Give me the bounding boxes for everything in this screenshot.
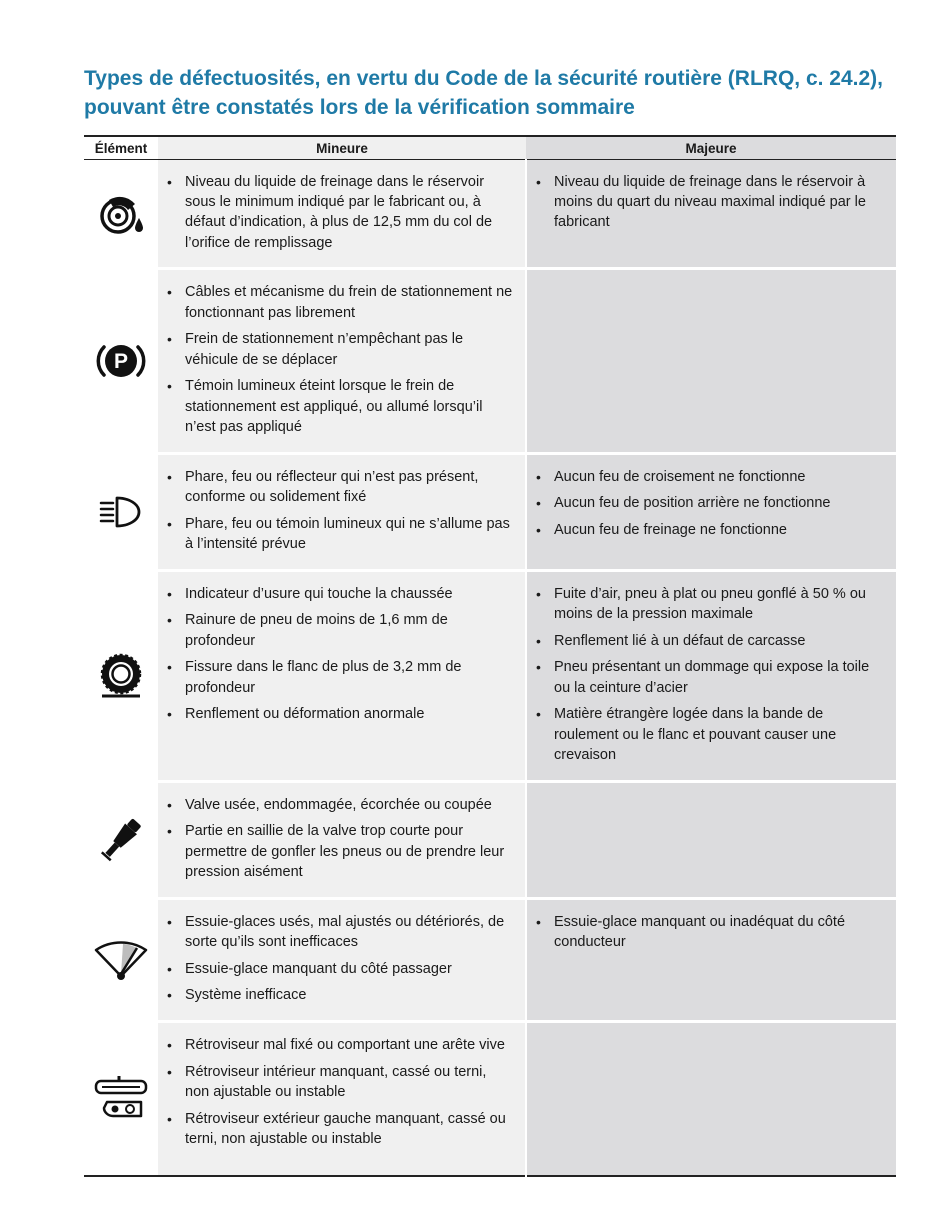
list-item: • Essuie-glaces usés, mal ajustés ou détériorés, de sorte qu’ils sont inefficaces: [166, 912, 513, 952]
minor-list: [158, 900, 525, 1021]
element-cell: [84, 781, 158, 898]
minor-list: [158, 270, 525, 451]
list-item: • Frein de stationnement n’empêchant pas le véhicule de se déplacer: [166, 329, 513, 369]
minor-cell: [158, 269, 526, 453]
mirror-icon: [93, 1074, 149, 1124]
list-item: • Essuie-glace manquant du côté passager: [166, 959, 513, 979]
minor-list: [158, 572, 525, 740]
list-item: • Câbles et mécanisme du frein de stationnement ne fonctionnant pas librement: [166, 282, 513, 322]
element-cell: [84, 453, 158, 570]
minor-cell: [158, 898, 526, 1022]
page: [84, 64, 896, 1177]
list-item: • Phare, feu ou témoin lumineux qui ne s’allume pas à l’intensité prévue: [166, 514, 513, 554]
table-row: [84, 1022, 896, 1176]
parking-brake-icon: [95, 335, 147, 387]
list-item: • Fissure dans le flanc de plus de 3,2 mm de profondeur: [166, 657, 513, 697]
minor-list: [158, 1023, 525, 1164]
element-cell: [84, 1022, 158, 1176]
minor-cell: [158, 1022, 526, 1176]
element-cell: [84, 570, 158, 781]
list-item: • Niveau du liquide de freinage dans le réservoir sous le minimum indiqué par le fabricant ou, à défaut d’indication, à plus de 12,5 mm du col de l’orifice de remplissage: [166, 172, 513, 253]
svg-text:P: P: [113, 350, 129, 373]
list-item: • Aucun feu de croisement ne fonctionne: [535, 467, 884, 487]
list-item: • Niveau du liquide de freinage dans le réservoir à moins du quart du niveau maximal indiqué par le fabricant: [535, 172, 884, 233]
major-cell: [526, 453, 896, 570]
element-cell: [84, 898, 158, 1022]
header-element: Élément: [84, 136, 158, 160]
title-line-1: Types de défectuosités, en vertu du Code de la sécurité routière (RLRQ, c. 24.2),: [84, 67, 883, 90]
major-cell: [526, 781, 896, 898]
minor-cell: [158, 781, 526, 898]
major-cell: [526, 269, 896, 453]
list-item: • Valve usée, endommagée, écorchée ou coupée: [166, 795, 513, 815]
headlight-icon: [95, 492, 147, 532]
list-item: • Renflement ou déformation anormale: [166, 704, 513, 724]
page-title: [84, 64, 896, 122]
list-item: • Essuie-glace manquant ou inadéquat du côté conducteur: [535, 912, 884, 952]
brake-fluid-icon: [95, 188, 147, 240]
list-item: • Aucun feu de position arrière ne fonctionne: [535, 493, 884, 513]
list-item: • Système inefficace: [166, 985, 513, 1005]
major-cell: [526, 898, 896, 1022]
minor-list: [158, 455, 525, 569]
list-item: • Fuite d’air, pneu à plat ou pneu gonflé à 50 % ou moins de la pression maximale: [535, 584, 884, 624]
table-row: [84, 453, 896, 570]
list-item: • Rétroviseur mal fixé ou comportant une arête vive: [166, 1035, 513, 1055]
list-item: • Pneu présentant un dommage qui expose la toile ou la ceinture d’acier: [535, 657, 884, 697]
major-list: [527, 455, 896, 555]
header-minor: Mineure: [158, 136, 526, 160]
minor-list: [158, 160, 525, 267]
element-cell: [84, 160, 158, 269]
major-list: [527, 900, 896, 967]
major-list: [527, 160, 896, 247]
major-cell: [526, 570, 896, 781]
minor-cell: [158, 160, 526, 269]
list-item: • Matière étrangère logée dans la bande de roulement ou le flanc et pouvant causer une crevaison: [535, 704, 884, 765]
defects-table: [84, 135, 896, 1177]
major-list: [527, 572, 896, 780]
list-item: • Rétroviseur intérieur manquant, cassé ou terni, non ajustable ou instable: [166, 1062, 513, 1102]
table-row: [84, 570, 896, 781]
table-row: [84, 160, 896, 269]
list-item: • Témoin lumineux éteint lorsque le frein de stationnement est appliqué, ou allumé lorsqu’il n’est pas appliqué: [166, 376, 513, 437]
table-row: [84, 781, 896, 898]
major-cell: [526, 160, 896, 269]
element-cell: [84, 269, 158, 453]
minor-list: [158, 783, 525, 897]
header-major: Majeure: [526, 136, 896, 160]
minor-cell: [158, 570, 526, 781]
table-header-row: [84, 136, 896, 160]
list-item: • Renflement lié à un défaut de carcasse: [535, 631, 884, 651]
tire-icon: [95, 650, 147, 702]
minor-cell: [158, 453, 526, 570]
windshield-wiper-icon: [93, 938, 149, 982]
list-item: • Rainure de pneu de moins de 1,6 mm de profondeur: [166, 610, 513, 650]
list-item: • Aucun feu de freinage ne fonctionne: [535, 520, 884, 540]
table-row: [84, 269, 896, 453]
list-item: • Partie en saillie de la valve trop courte pour permettre de gonfler les pneus ou de prendre leur pression aisément: [166, 821, 513, 882]
list-item: • Rétroviseur extérieur gauche manquant, cassé ou terni, non ajustable ou instable: [166, 1109, 513, 1149]
title-line-2: pouvant être constatés lors de la vérification sommaire: [84, 96, 635, 119]
major-cell: [526, 1022, 896, 1176]
tire-valve-icon: [95, 814, 147, 866]
list-item: • Indicateur d’usure qui touche la chaussée: [166, 584, 513, 604]
list-item: • Phare, feu ou réflecteur qui n’est pas présent, conforme ou solidement fixé: [166, 467, 513, 507]
table-row: [84, 898, 896, 1022]
